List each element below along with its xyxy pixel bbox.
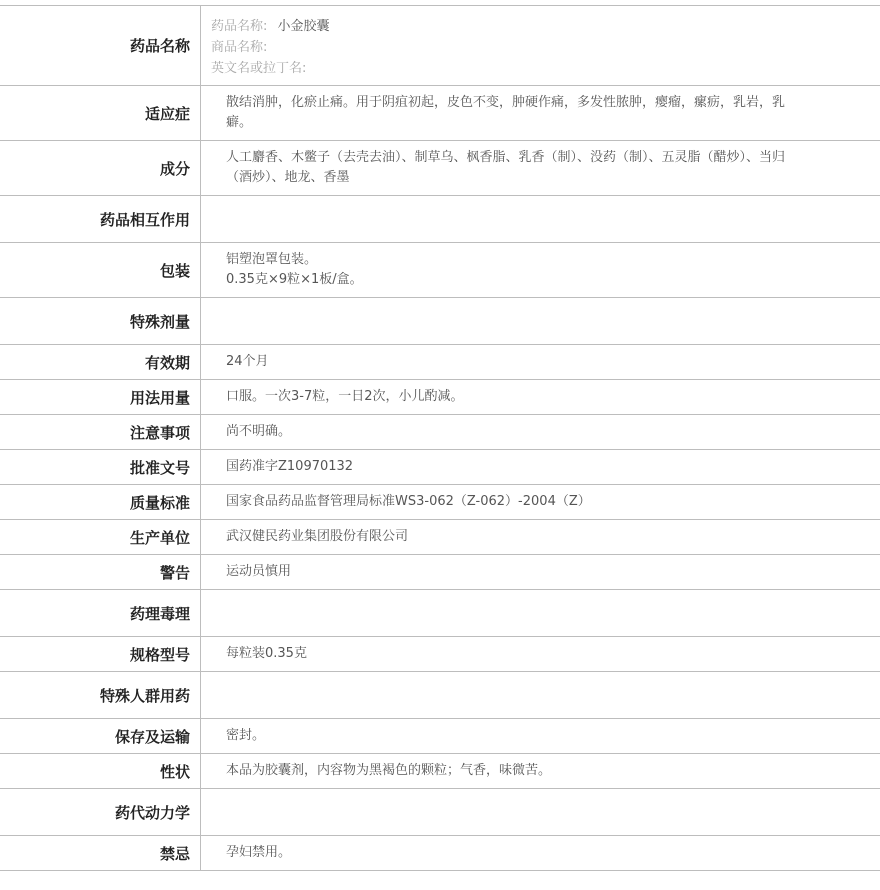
row-label: 注意事项 (0, 415, 201, 450)
table-row (0, 298, 880, 345)
row-value (201, 555, 880, 590)
table-row (0, 243, 880, 298)
table-row (0, 590, 880, 637)
row-label: 药代动力学 (0, 789, 201, 836)
value-line: 本品为胶囊剂，内容物为黑褐色的颗粒；气香，味微苦。 (226, 763, 552, 778)
table-row (0, 450, 880, 485)
table-row (0, 196, 880, 243)
row-value (201, 380, 880, 415)
row-value (201, 590, 880, 637)
value-line: 口服。一次3-7粒，一日2次，小儿酌减。 (226, 389, 464, 404)
row-label: 质量标准 (0, 485, 201, 520)
table-row (0, 380, 880, 415)
row-value (201, 836, 880, 871)
value-line: 铝塑泡罩包装。 (226, 252, 318, 267)
trade-name-label: 商品名称: (211, 40, 268, 55)
drug-name-block (201, 6, 880, 86)
value-line: 国家食品药品监督管理局标准WS3-062（Z-062）-2004（Z） (226, 494, 591, 509)
drug-name-value: 小金胶囊 (277, 19, 330, 34)
row-label: 批准文号 (0, 450, 201, 485)
table-row (0, 672, 880, 719)
row-value (201, 298, 880, 345)
row-label: 保存及运输 (0, 719, 201, 754)
value-line: 密封。 (226, 728, 266, 743)
table-row (0, 86, 880, 141)
row-label: 规格型号 (0, 637, 201, 672)
value-line: 尚不明确。 (226, 424, 292, 439)
value-line: 人工麝香、木鳖子（去壳去油）、制草乌、枫香脂、乳香（制）、没药（制）、五灵脂（醋炒）、当归（酒炒）、地龙、香墨 (226, 150, 786, 185)
row-value (201, 789, 880, 836)
table-row-drug-name (0, 6, 880, 86)
value-line: 0.35克×9粒×1板/盒。 (226, 272, 363, 287)
value-line: 24个月 (226, 354, 269, 369)
value-line: 散结消肿，化瘀止痛。用于阴疽初起，皮色不变，肿硬作痛，多发性脓肿，瘿瘤，瘰疬，乳岩，乳癖。 (226, 95, 786, 130)
row-label: 生产单位 (0, 520, 201, 555)
row-value (201, 450, 880, 485)
value-line: 孕妇禁用。 (226, 845, 292, 860)
row-value (201, 754, 880, 789)
table-row (0, 637, 880, 672)
row-value (201, 719, 880, 754)
row-value (201, 415, 880, 450)
drug-name-line (211, 16, 870, 37)
row-value (201, 86, 880, 141)
row-label: 特殊人群用药 (0, 672, 201, 719)
row-value (201, 196, 880, 243)
table-row (0, 789, 880, 836)
row-value (201, 485, 880, 520)
table-row (0, 555, 880, 590)
row-label: 药品名称 (0, 6, 201, 86)
row-label: 药理毒理 (0, 590, 201, 637)
row-label: 特殊剂量 (0, 298, 201, 345)
drug-name-label: 药品名称: (211, 19, 268, 34)
value-line: 武汉健民药业集团股份有限公司 (226, 529, 409, 544)
row-value (201, 243, 880, 298)
row-value (201, 520, 880, 555)
english-name-label: 英文名或拉丁名: (211, 61, 307, 76)
table-row (0, 520, 880, 555)
table-row (0, 836, 880, 871)
row-label: 成分 (0, 141, 201, 196)
value-line: 每粒装0.35克 (226, 646, 307, 661)
row-value (201, 345, 880, 380)
drug-info-table (0, 5, 880, 871)
row-value (201, 141, 880, 196)
value-line: 运动员慎用 (226, 564, 292, 579)
row-label: 包装 (0, 243, 201, 298)
row-label: 药品相互作用 (0, 196, 201, 243)
row-label: 适应症 (0, 86, 201, 141)
table-row (0, 719, 880, 754)
table-row (0, 415, 880, 450)
value-line: 国药准字Z10970132 (226, 459, 354, 474)
row-label: 用法用量 (0, 380, 201, 415)
row-label: 警告 (0, 555, 201, 590)
table-row (0, 754, 880, 789)
table-row (0, 485, 880, 520)
row-value (201, 637, 880, 672)
row-label: 有效期 (0, 345, 201, 380)
row-value (201, 672, 880, 719)
row-label: 性状 (0, 754, 201, 789)
row-label: 禁忌 (0, 836, 201, 871)
table-row (0, 345, 880, 380)
table-row (0, 141, 880, 196)
